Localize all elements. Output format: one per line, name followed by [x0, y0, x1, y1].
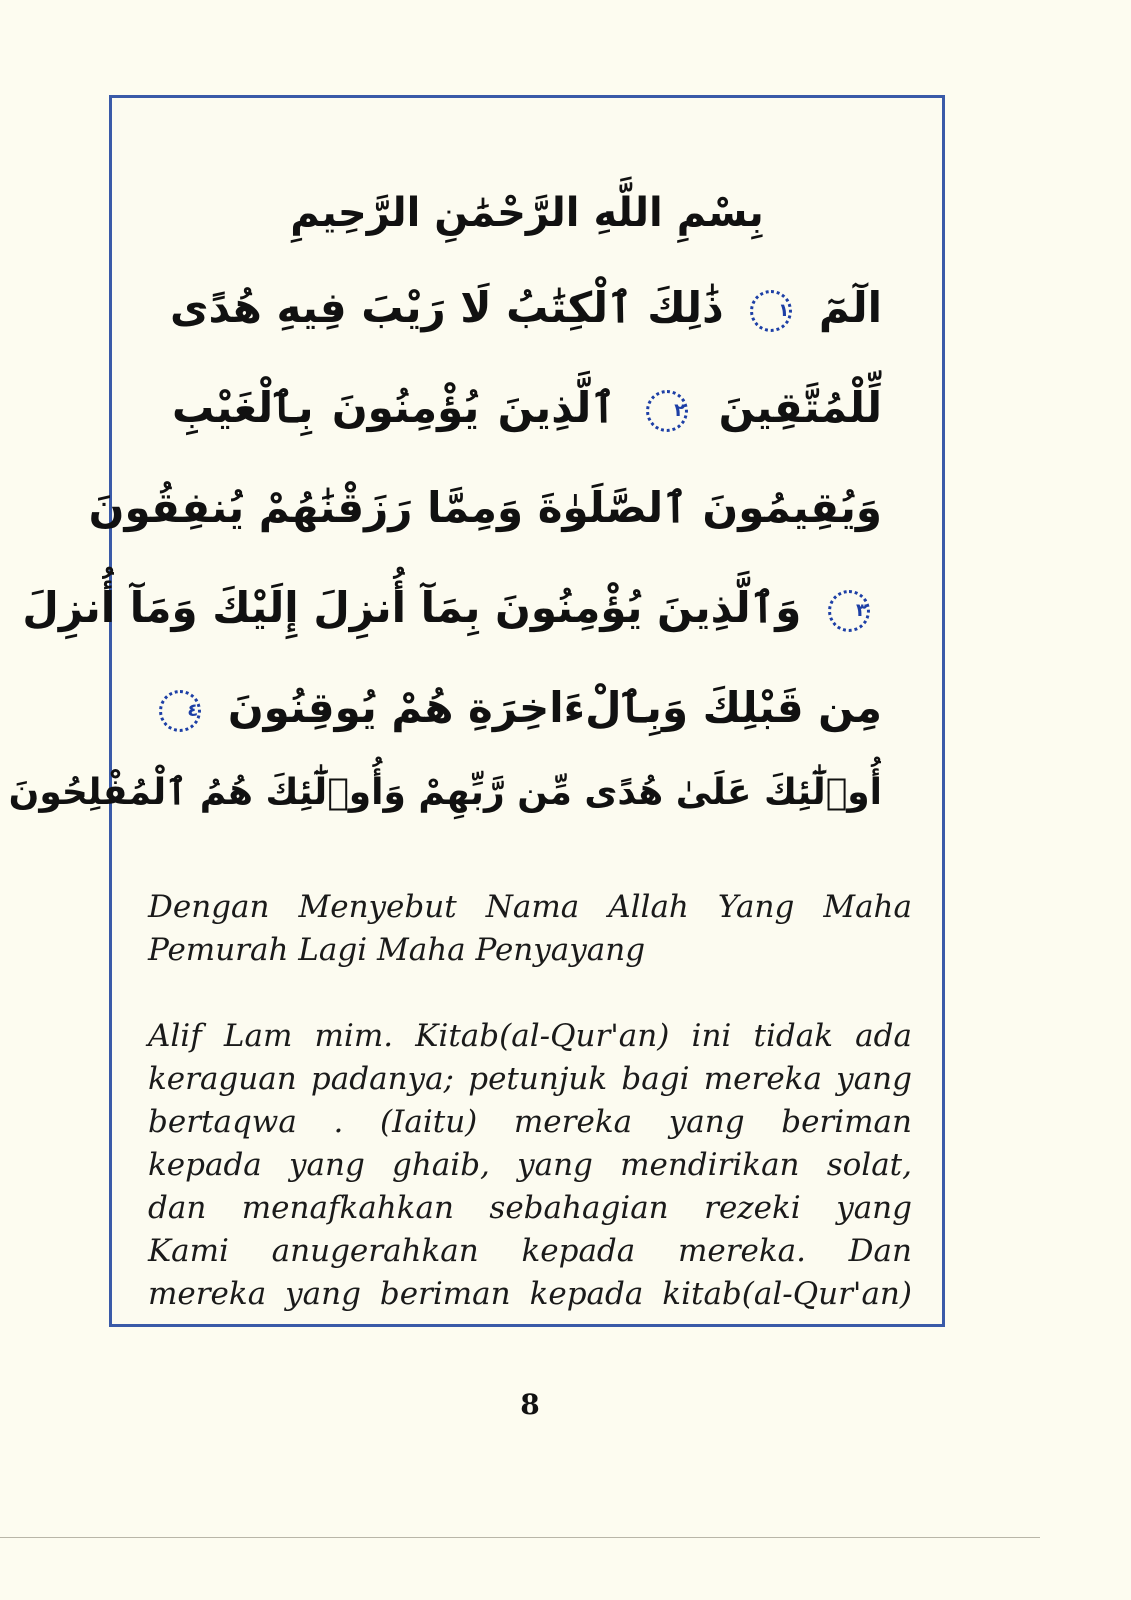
translation-line: dan menafkahkan sebahagian rezeki yang [148, 1190, 912, 1226]
translation-line: kepada yang ghaib, yang mendirikan solat, [148, 1147, 912, 1183]
arabic-text-block [8, 168, 882, 828]
verse-line-1 [172, 258, 882, 358]
translation-line: Alif Lam mim. Kitab(al-Qur'an) ini tidak ada [148, 1018, 912, 1054]
verse-line-2 [172, 358, 882, 458]
translation-body [148, 1015, 912, 1316]
verse-line-5 [172, 658, 882, 758]
verse-number-marker: ٢ [646, 390, 688, 432]
verse-number-marker: ٣ [828, 590, 870, 632]
verse-number-marker: ١ [750, 290, 792, 332]
basmala: بِسْمِ اللَّهِ الرَّحْمَٰنِ الرَّحِيمِ [290, 190, 764, 236]
translation-line: keraguan padanya; petunjuk bagi mereka yang [148, 1061, 912, 1097]
verse-line-4 [22, 558, 882, 658]
translation-line: bertaqwa . (Iaitu) mereka yang beriman [148, 1104, 912, 1140]
verse-text: ذَٰلِكَ ٱلْكِتَٰبُ لَا رَيْبَ فِيهِ هُدًى [170, 283, 724, 332]
verse-text: وَٱلَّذِينَ يُؤْمِنُونَ بِمَآ أُنزِلَ إِلَيْكَ وَمَآ أُنزِلَ [22, 583, 802, 632]
verse-text: وَيُقِيمُونَ ٱلصَّلَوٰةَ وَمِمَّا رَزَقْنَٰهُمْ يُنفِقُونَ [88, 483, 882, 532]
text-frame [8, 95, 945, 1327]
translation-line: mereka yang beriman kepada kitab(al-Qur'an) [148, 1276, 912, 1312]
translation-title-line: Dengan Menyebut Nama Allah Yang Maha [148, 889, 912, 925]
page-number: 8 [520, 1388, 540, 1421]
verse-text: أُو۟لَٰٓئِكَ عَلَىٰ هُدًى مِّن رَّبِّهِمْ وَأُو۟لَٰٓئِكَ هُمُ ٱلْمُفْلِحُونَ [8, 772, 882, 813]
verse-text: مِن قَبْلِكَ وَبِٱلْءَاخِرَةِ هُمْ يُوقِنُونَ [227, 683, 882, 732]
verse-number-marker: ٤ [159, 690, 201, 732]
divider [0, 1537, 1040, 1538]
verse-text: ٱلَّذِينَ يُؤْمِنُونَ بِٱلْغَيْبِ [172, 383, 616, 432]
verse-line-3 [88, 458, 882, 558]
translation-line: Kami anugerahkan kepada mereka. Dan [148, 1233, 912, 1269]
verse-text: لِّلْمُتَّقِينَ [718, 383, 882, 432]
verse-line-6 [8, 758, 882, 828]
verse-text: الٓمٓ [818, 283, 882, 332]
translation-title-line: Pemurah Lagi Maha Penyayang [148, 932, 646, 968]
translation-title [148, 886, 912, 972]
